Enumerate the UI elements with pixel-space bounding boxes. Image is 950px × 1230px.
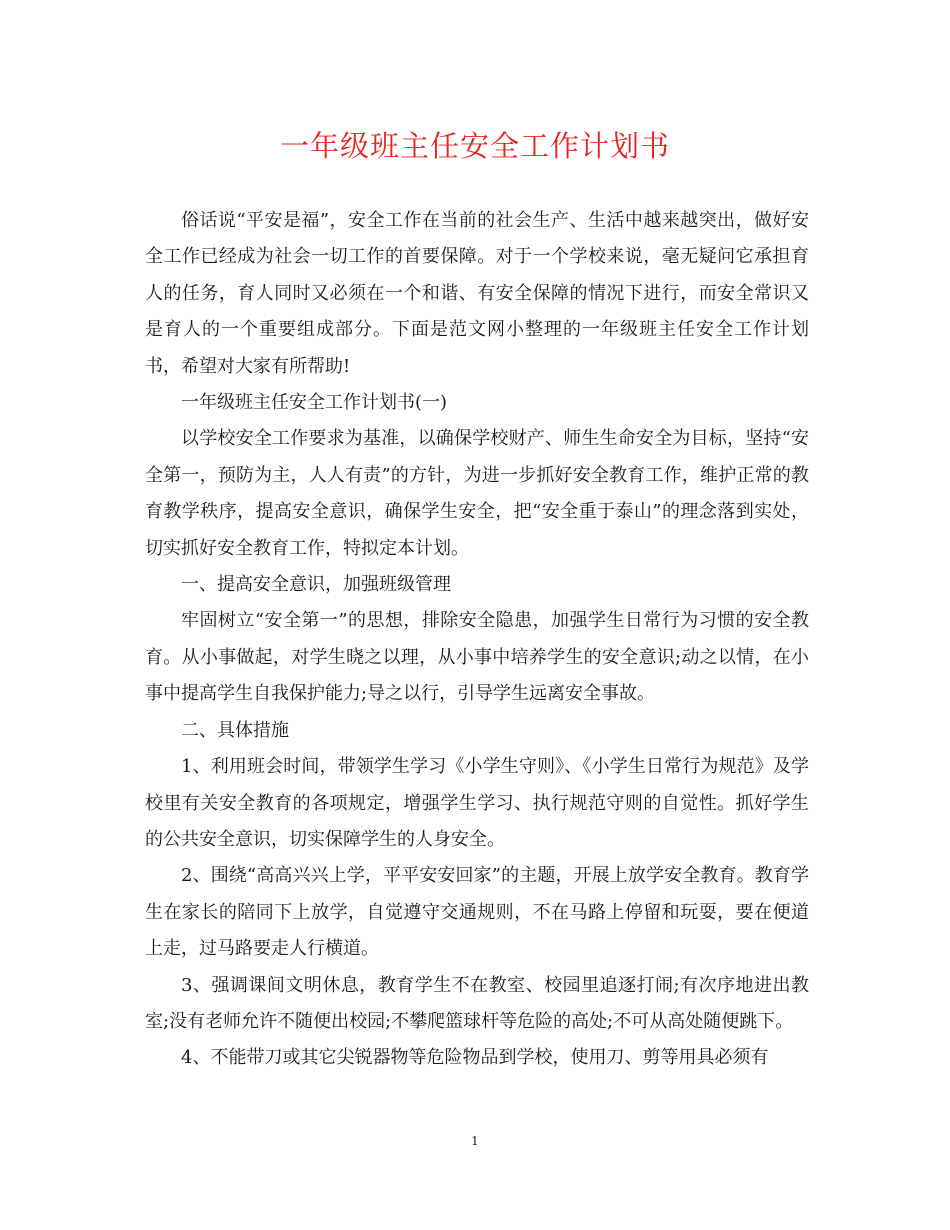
paragraph-measure-4: 4、不能带刀或其它尖锐器物等危险物品到学校，使用刀、剪等用具必须有	[181, 1047, 769, 1069]
paragraph-intro: 俗话说“平安是福”，安全工作在当前的社会生产、生活中越来越突出，做好安全工作已经成为社会一切工作的首要保障。对于一个学校来说，毫无疑问它承担育人的任务，育人同时又必须在一个和谐、有安全保障的情况下进行，而安全常识又是育人的一个重要组成部分。下面是范文网小整理的一年级班主任安全工作计划书，希望对大家有所帮助!	[145, 210, 809, 377]
paragraph-section-heading: 一年级班主任安全工作计划书(一)	[181, 392, 448, 414]
page-number: 1	[471, 1134, 479, 1148]
paragraph-measure-3: 3、强调课间文明休息，教育学生不在教室、校园里追逐打闹;有次序地进出教室;没有老师允许不随便出校园;不攀爬篮球杆等危险的高处;不可从高处随便跳下。	[145, 974, 809, 1032]
paragraph-heading-2: 二、具体措施	[181, 719, 289, 741]
paragraph-awareness: 牢固树立“安全第一”的思想，排除安全隐患，加强学生日常行为习惯的安全教育。从小事做起，对学生晓之以理，从小事中培养学生的安全意识;动之以情，在小事中提高学生自我保护能力;导之以行，引导学生远离安全事故。	[145, 610, 809, 705]
paragraph-measure-2: 2、围绕“高高兴兴上学，平平安安回家”的主题，开展上放学安全教育。教育学生在家长的陪同下上放学，自觉遵守交通规则，不在马路上停留和玩耍，要在便道上走，过马路要走人行横道。	[145, 865, 809, 960]
paragraph-measure-1: 1、利用班会时间，带领学生学习《小学生守则》、《小学生日常行为规范》及学校里有关安全教育的各项规定，增强学生学习、执行规范守则的自觉性。抓好学生的公共安全意识，切实保障学生的人身安全。	[145, 756, 809, 850]
paragraph-principle: 以学校安全工作要求为基准，以确保学校财产、师生生命安全为目标，坚持“安全第一，预防为主，人人有责”的方针，为进一步抓好安全教育工作，维护正常的教育教学秩序，提高安全意识，确保学生安全，把“安全重于泰山”的理念落到实处，切实抓好安全教育工作，特拟定本计划。	[145, 428, 809, 559]
paragraph-heading-1: 一、提高安全意识，加强班级管理	[181, 574, 451, 596]
document-title: 一年级班主任安全工作计划书	[279, 129, 670, 163]
document-body	[145, 203, 809, 1077]
